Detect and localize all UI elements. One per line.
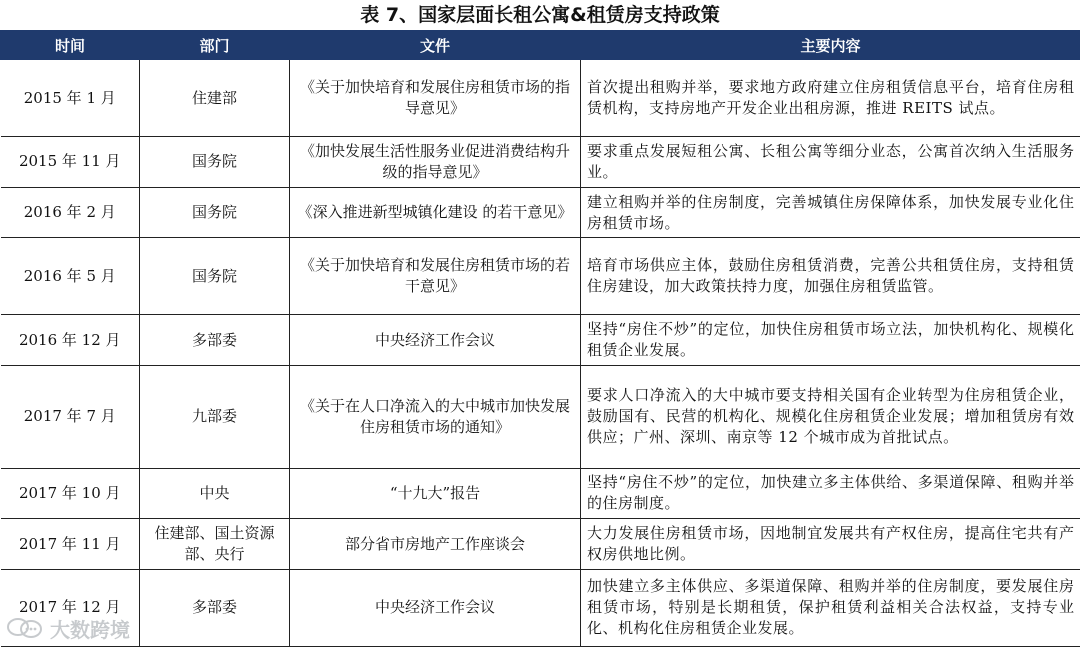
cell-time: 2015 年 11 月 [1,137,140,188]
cell-time: 2015 年 1 月 [1,60,140,137]
cell-document: 中央经济工作会议 [290,315,581,366]
cell-department: 国务院 [140,238,290,315]
cell-content: 大力发展住房租赁市场，因地制宜发展共有产权住房，提高住宅共有产权房供地比例。 [581,519,1080,570]
cell-document: 《关于加快培育和发展住房租赁市场的指导意见》 [290,60,581,137]
watermark [6,613,130,643]
table-row [1,468,1080,519]
table-header-row [1,31,1080,60]
cell-time: 2016 年 5 月 [1,238,140,315]
table-row [1,519,1080,570]
cell-time: 2017 年 11 月 [1,519,140,570]
cell-department: 国务院 [140,187,290,238]
cell-time: 2016 年 2 月 [1,187,140,238]
table-row [1,60,1080,137]
cell-department: 多部委 [140,569,290,646]
cell-content: 建立租购并举的住房制度，完善城镇住房保障体系，加快发展专业化住房租赁市场。 [581,187,1080,238]
cell-department: 住建部、国土资源部、央行 [140,519,290,570]
table-row [1,187,1080,238]
cell-department: 国务院 [140,137,290,188]
cell-content: 培育市场供应主体，鼓励住房租赁消费，完善公共租赁住房，支持租赁住房建设，加大政策扶持力度，加强住房租赁监管。 [581,238,1080,315]
chat-bubbles-icon [6,617,44,639]
cell-content: 要求重点发展短租公寓、长租公寓等细分业态，公寓首次纳入生活服务业。 [581,137,1080,188]
cell-content: 要求人口净流入的大中城市要支持相关国有企业转型为住房租赁企业，鼓励国有、民营的机构化、规模化住房租赁企业发展；增加租赁房有效供应；广州、深圳、南京等 12 个城市成为首批试点。 [581,366,1080,468]
watermark-text: 大数跨境 [50,617,130,642]
cell-time: 2016 年 12 月 [1,315,140,366]
header-main-content: 主要内容 [581,31,1080,60]
cell-document: 《关于加快培育和发展住房租赁市场的若干意见》 [290,238,581,315]
table-title: 表 7、国家层面长租公寓&租赁房支持政策 [360,4,720,26]
cell-content: 首次提出租购并举，要求地方政府建立住房租赁信息平台，培育住房租赁机构，支持房地产开发企业出租房源，推进 REITS 试点。 [581,60,1080,137]
cell-department: 中央 [140,468,290,519]
cell-document: “十九大”报告 [290,468,581,519]
cell-document: 《深入推进新型城镇化建设 的若干意见》 [290,187,581,238]
cell-time: 2017 年 7 月 [1,366,140,468]
cell-content: 加快建立多主体供应、多渠道保障、租购并举的住房制度，要发展住房租赁市场，特别是长期租赁，保护租赁利益相关合法权益，支持专业化、机构化住房租赁企业发展。 [581,569,1080,646]
cell-time: 2017 年 12 月 [1,569,140,646]
cell-document: 《加快发展生活性服务业促进消费结构升级的指导意见》 [290,137,581,188]
cell-document: 《关于在人口净流入的大中城市加快发展住房租赁市场的通知》 [290,366,581,468]
header-document: 文件 [290,31,581,60]
cell-department: 多部委 [140,315,290,366]
table-row [1,315,1080,366]
cell-content: 坚持“房住不炒”的定位，加快住房租赁市场立法，加快机构化、规模化租赁企业发展。 [581,315,1080,366]
policy-table [0,30,1080,647]
cell-time: 2017 年 10 月 [1,468,140,519]
table-row [1,137,1080,188]
header-department: 部门 [140,31,290,60]
cell-department: 九部委 [140,366,290,468]
header-time: 时间 [1,31,140,60]
cell-document: 部分省市房地产工作座谈会 [290,519,581,570]
table-row [1,366,1080,468]
cell-content: 坚持“房住不炒”的定位，加快建立多主体供给、多渠道保障、租购并举的住房制度。 [581,468,1080,519]
table-row [1,238,1080,315]
table-row [1,569,1080,646]
cell-department: 住建部 [140,60,290,137]
cell-document: 中央经济工作会议 [290,569,581,646]
